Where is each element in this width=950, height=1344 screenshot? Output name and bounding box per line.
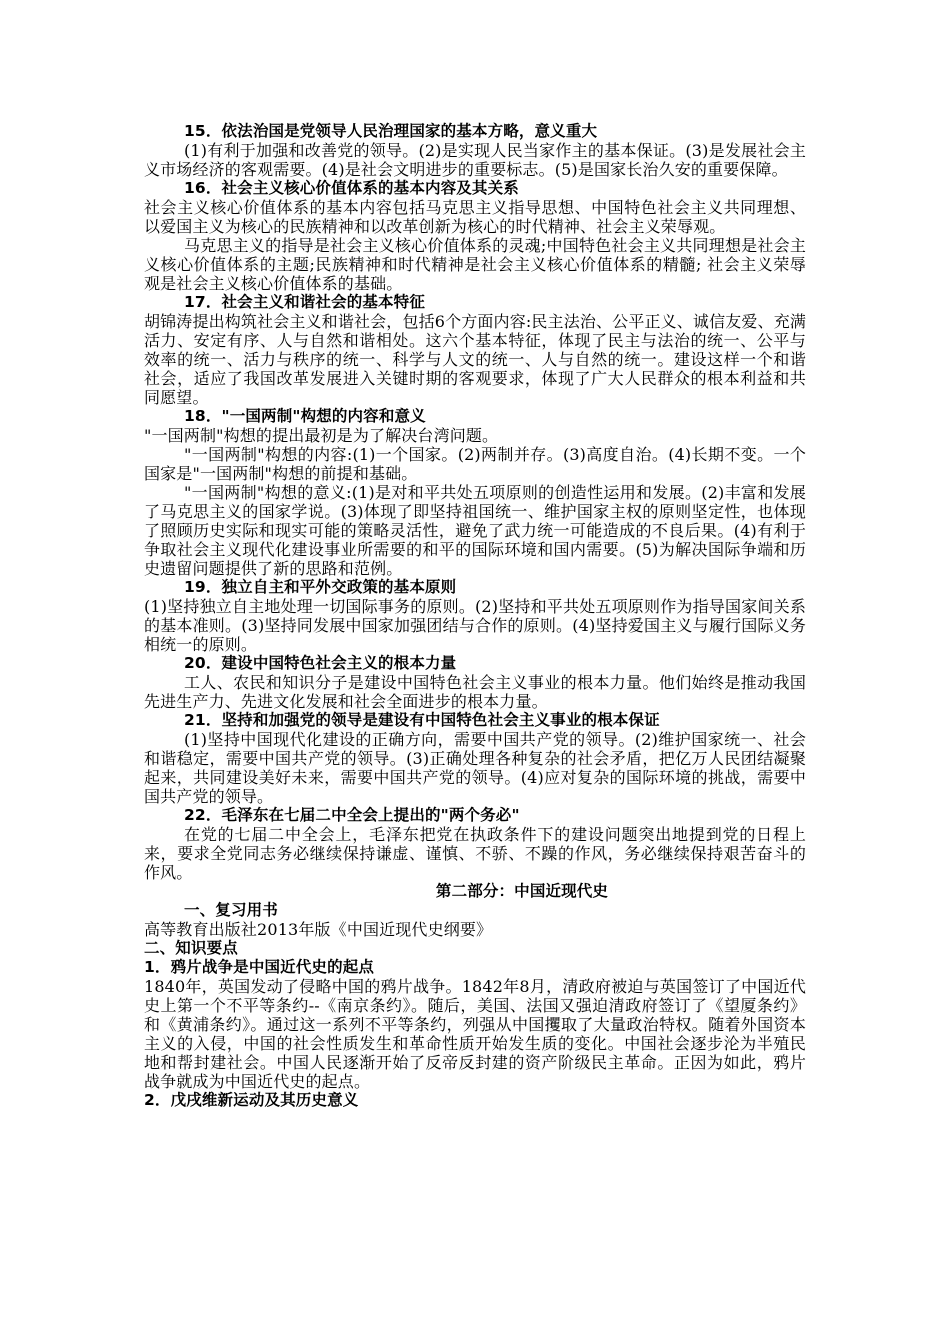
paragraph: 工人、农民和知识分子是建设中国特色社会主义事业的根本力量。他们始终是推动我国先进生产力、先进文化发展和社会全面进步的根本力量。: [144, 673, 806, 711]
paragraph: "一国两制"构想的内容:(1)一个国家。(2)两制并存。(3)高度自治。(4)长期不变。一个国家是"一国两制"构想的前提和基础。: [144, 445, 806, 483]
paragraph: 胡锦涛提出构筑社会主义和谐社会，包括6个方面内容:民主法治、公平正义、诚信友爱、充满活力、安定有序、人与自然和谐相处。这六个基本特征，体现了民主与法治的统一、公平与效率的统一、活力与秩序的统一、科学与人文的统一、人与自然的统一。建设这样一个和谐社会，适应了我国改革发展进入关键时期的客观要求，体现了广大人民群众的根本利益和共同愿望。: [144, 312, 806, 407]
section-heading: 18．"一国两制"构想的内容和意义: [184, 407, 426, 425]
paragraph: 高等教育出版社2013年版《中国近现代史纲要》: [144, 920, 493, 939]
paragraph: 在党的七届二中全会上，毛泽东把党在执政条件下的建设问题突出地提到党的日程上来，要求全党同志务必继续保持谦虚、谨慎、不骄、不躁的作风，务必继续保持艰苦奋斗的作风。: [144, 825, 806, 882]
section-heading: 16．社会主义核心价值体系的基本内容及其关系: [184, 179, 519, 197]
paragraph: "一国两制"构想的意义:(1)是对和平共处五项原则的创造性运用和发展。(2)丰富和发展了马克思主义的国家学说。(3)体现了即坚持祖国统一、维护国家主权的原则坚定性，也体现了照顾历史实际和现实可能的策略灵活性，避免了武力统一可能造成的不良后果。(4)有利于争取社会主义现代化建设事业所需要的和平的国际环境和国内需要。(5)为解决国际争端和历史遗留问题提供了新的思路和范例。: [144, 483, 806, 578]
section-heading: 21．坚持和加强党的领导是建设有中国特色社会主义事业的根本保证: [184, 711, 660, 729]
paragraph: 社会主义核心价值体系的基本内容包括马克思主义指导思想、中国特色社会主义共同理想、以爱国主义为核心的民族精神和以改革创新为核心的时代精神、社会主义荣辱观。: [144, 198, 806, 236]
section-heading: 1．鸦片战争是中国近代史的起点: [144, 958, 375, 976]
section-heading: 19．独立自主和平外交政策的基本原则: [184, 578, 457, 596]
paragraph: 1840年，英国发动了侵略中国的鸦片战争。1842年8月，清政府被迫与英国签订了中国近代史上第一个不平等条约--《南京条约》。随后，美国、法国又强迫清政府签订了《望厦条约》和《黄浦条约》。通过这一系列不平等条约，列强从中国攫取了大量政治特权。随着外国资本主义的入侵，中国的社会性质发生和革命性质开始发生质的变化。中国社会逐步沦为半殖民地和帮封建社会。中国人民逐渐开始了反帝反封建的资产阶级民主革命。正因为如此，鸦片战争就成为中国近代史的起点。: [144, 977, 806, 1091]
section-heading: 17．社会主义和谐社会的基本特征: [184, 293, 425, 311]
document-body: [144, 122, 806, 1110]
paragraph: (1)坚持独立自主地处理一切国际事务的原则。(2)坚持和平共处五项原则作为指导国家间关系的基本准则。(3)坚持同发展中国家加强团结与合作的原则。(4)坚持爱国主义与履行国际义务相统一的原则。: [144, 597, 806, 654]
section-heading: 15．依法治国是党领导人民治理国家的基本方略，意义重大: [184, 122, 598, 140]
paragraph: (1)坚持中国现代化建设的正确方向，需要中国共产党的领导。(2)维护国家统一、社会和谐稳定，需要中国共产党的领导。(3)正确处理各种复杂的社会矛盾，把亿万人民团结凝聚起来，共同建设美好未来，需要中国共产党的领导。(4)应对复杂的国际环境的挑战，需要中国共产党的领导。: [144, 730, 806, 806]
document-page: [144, 122, 806, 1110]
part-title: 第二部分：中国近现代史: [435, 882, 609, 900]
section-heading: 一、复习用书: [184, 901, 278, 919]
paragraph: (1)有利于加强和改善党的领导。(2)是实现人民当家作主的基本保证。(3)是发展社会主义市场经济的客观需要。(4)是社会文明进步的重要标志。(5)是国家长治久安的重要保障。: [144, 141, 806, 179]
section-heading: 二、知识要点: [144, 939, 238, 957]
paragraph: "一国两制"构想的提出最初是为了解决台湾问题。: [144, 426, 499, 445]
section-heading: 22．毛泽东在七届二中全会上提出的"两个务必": [184, 806, 520, 824]
paragraph: 马克思主义的指导是社会主义核心价值体系的灵魂;中国特色社会主义共同理想是社会主义核心价值体系的主题;民族精神和时代精神是社会主义核心价值体系的精髓; 社会主义荣辱观是社会主义核心价值体系的基础。: [144, 236, 806, 293]
section-heading: 2．戊戌维新运动及其历史意义: [144, 1091, 359, 1109]
section-heading: 20．建设中国特色社会主义的根本力量: [184, 654, 457, 672]
